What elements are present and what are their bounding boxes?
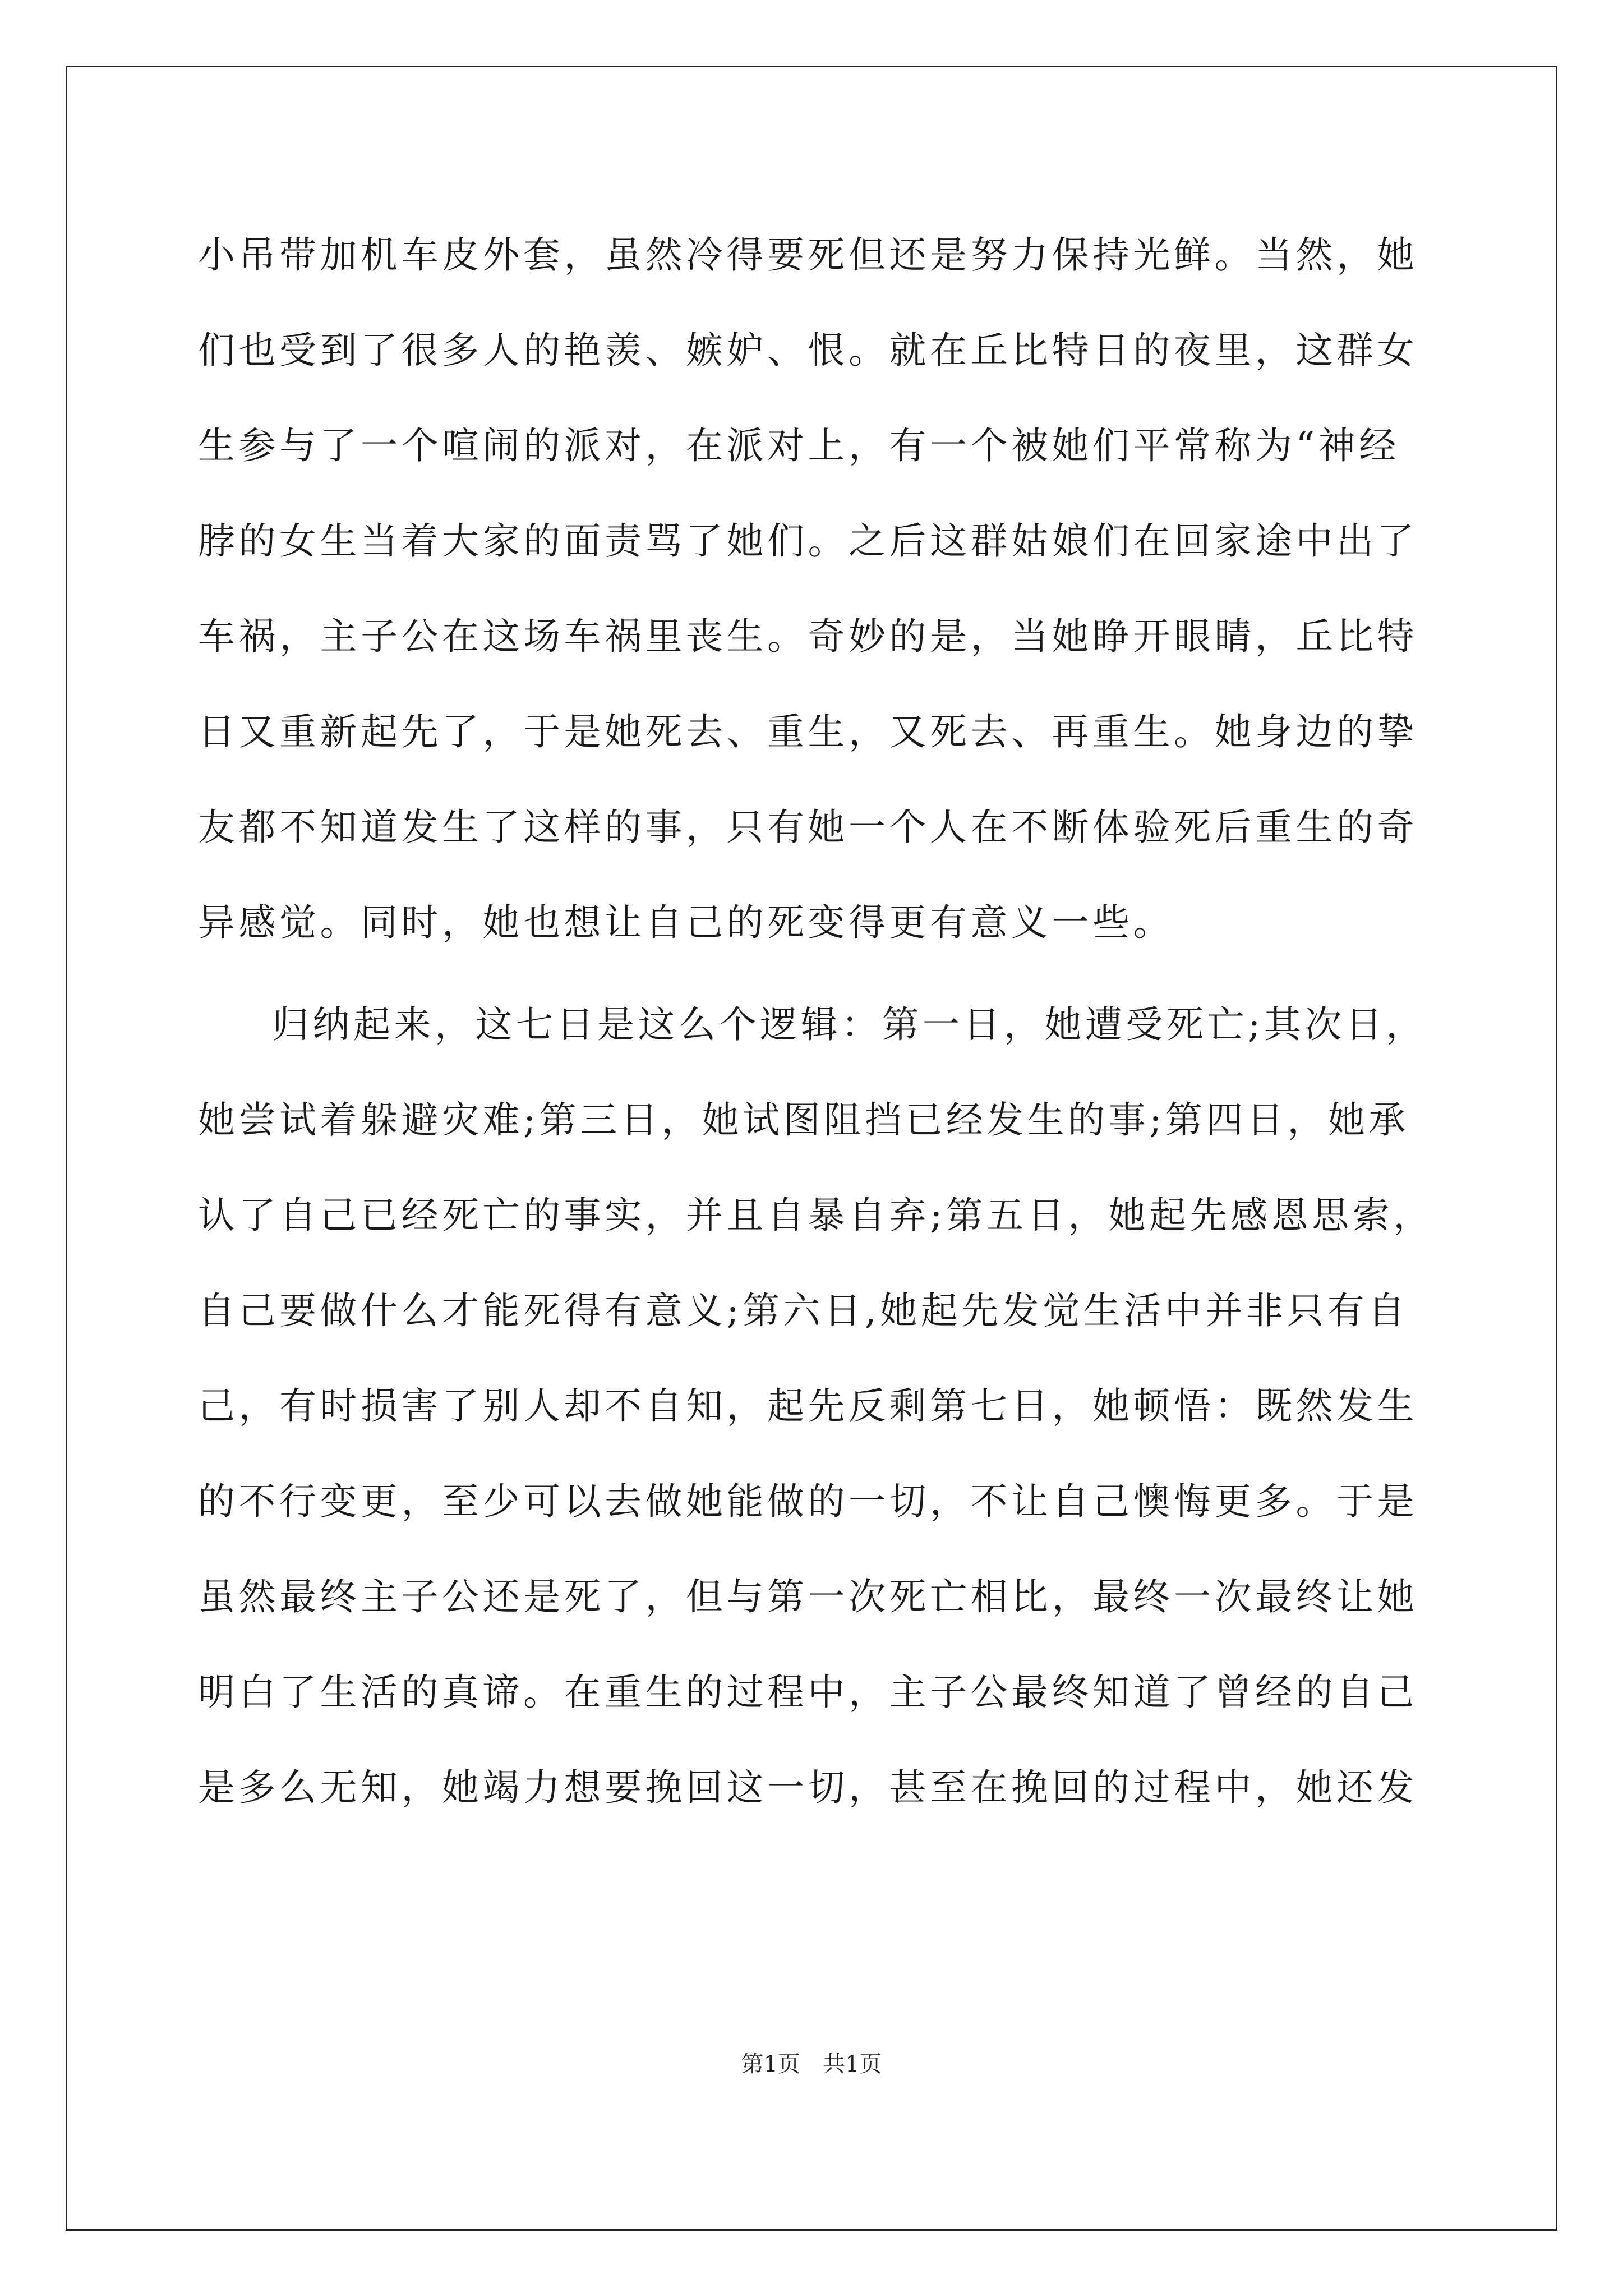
paragraph-2 bbox=[198, 977, 1432, 1835]
text-line: 们也受到了很多人的艳羡、嫉妒、恨。就在丘比特日的夜里，这群女 bbox=[198, 329, 1418, 372]
paragraph-1 bbox=[198, 208, 1432, 970]
text-line: 日又重新起先了，于是她死去、重生，又死去、再重生。她身边的挚 bbox=[198, 710, 1418, 753]
text-line: 认了自己已经死亡的事实，并且自暴自弃;第五日，她起先感恩思索， bbox=[198, 1194, 1434, 1237]
text-line: 脖的女生当着大家的面责骂了她们。之后这群姑娘们在回家途中出了 bbox=[198, 519, 1418, 563]
text-line: 她尝试着躲避灾难;第三日，她试图阻挡已经发生的事;第四日，她承 bbox=[198, 1098, 1409, 1142]
text-line: 虽然最终主子公还是死了，但与第一次死亡相比，最终一次最终让她 bbox=[198, 1575, 1418, 1618]
document-body bbox=[198, 208, 1432, 1835]
text-line: 自己要做什么才能死得有意义;第六日,她起先发觉生活中并非只有自 bbox=[198, 1289, 1409, 1332]
text-line: 明白了生活的真谛。在重生的过程中，主子公最终知道了曾经的自己 bbox=[198, 1671, 1418, 1714]
text-line: 归纳起来，这七日是这么个逻辑：第一日，她遭受死亡;其次日， bbox=[272, 1003, 1427, 1046]
page-number-footer: 第1页 共1页 bbox=[741, 2051, 882, 2077]
text-line: 己，有时损害了别人却不自知，起先反剩第七日，她顿悟：既然发生 bbox=[198, 1384, 1418, 1428]
text-line: 的不行变更，至少可以去做她能做的一切，不让自己懊悔更多。于是 bbox=[198, 1480, 1418, 1523]
text-line: 是多么无知，她竭力想要挽回这一切，甚至在挽回的过程中，她还发 bbox=[198, 1766, 1418, 1809]
text-line: 友都不知道发生了这样的事，只有她一个人在不断体验死后重生的奇 bbox=[198, 806, 1418, 849]
text-line: 生参与了一个喧闹的派对，在派对上，有一个被她们平常称为“神经 bbox=[198, 424, 1400, 467]
text-line: 异感觉。同时，她也想让自己的死变得更有意义一些。 bbox=[198, 901, 1174, 944]
text-line: 车祸，主子公在这场车祸里丧生。奇妙的是，当她睁开眼睛，丘比特 bbox=[198, 615, 1418, 658]
text-line: 小吊带加机车皮外套，虽然冷得要死但还是努力保持光鲜。当然，她 bbox=[198, 233, 1418, 277]
